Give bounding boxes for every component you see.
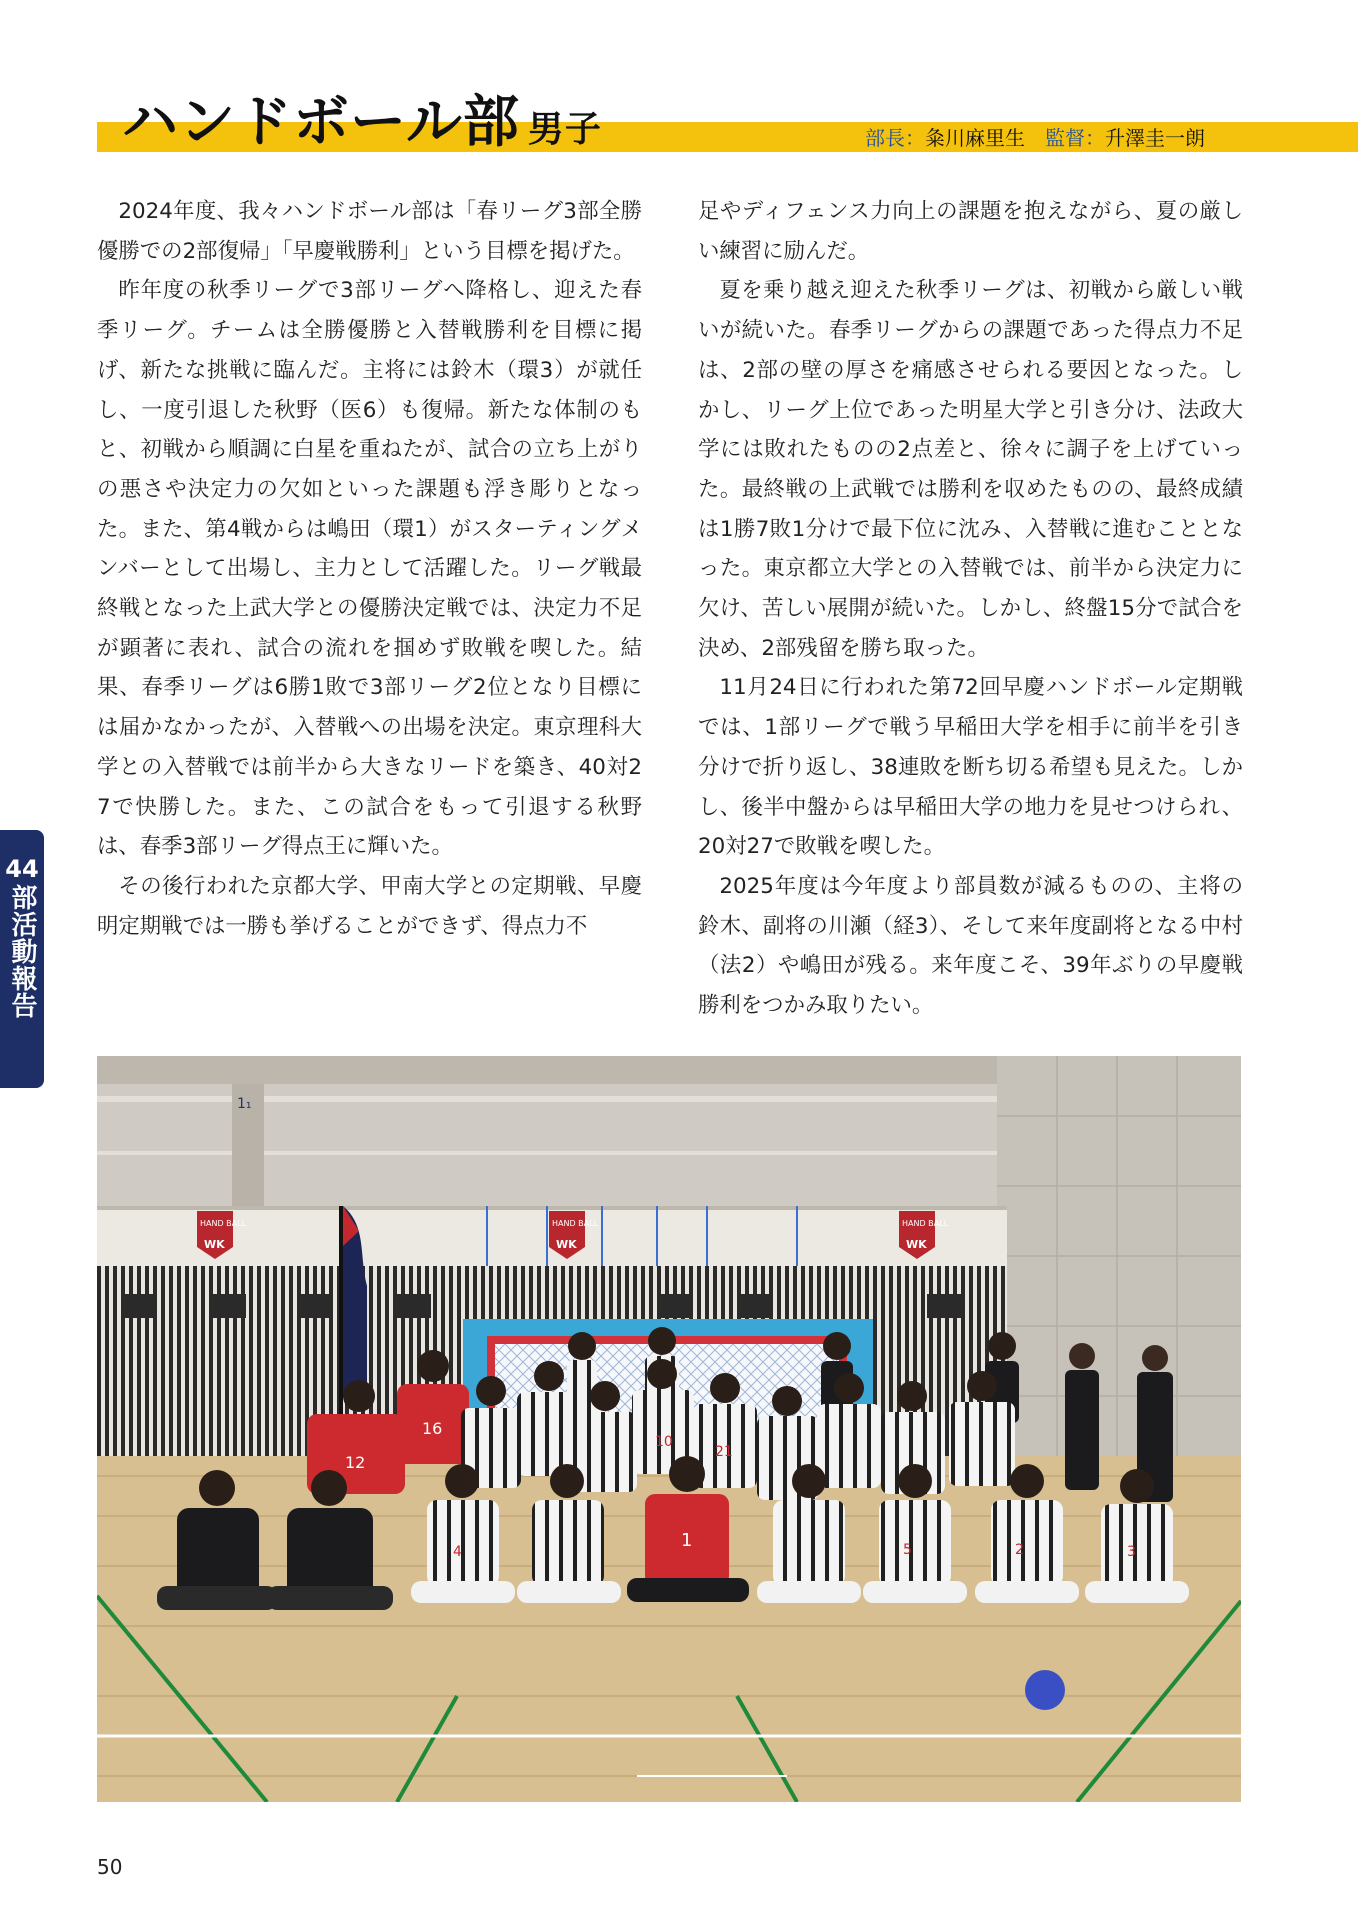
paragraph: 2024年度、我々ハンドボール部は「春リーグ3部全勝優勝での2部復帰」「早慶戦勝利」という目標を掲げた。 (97, 199, 642, 264)
staff-name-coach: 升澤圭一朗 (1105, 126, 1205, 150)
staff-line (865, 124, 1205, 152)
team-photo (97, 1056, 1241, 1802)
svg-text:WK: WK (906, 1238, 927, 1251)
staff-name-director: 粂川麻里生 (925, 126, 1025, 150)
svg-text:HAND BALL: HAND BALL (552, 1219, 599, 1228)
page-title (122, 88, 602, 165)
section-number: 44 (5, 855, 39, 883)
paragraph: その後行われた京都大学、甲南大学との定期戦、早慶明定期戦では一勝も挙げることができず、得点力不 (97, 873, 642, 939)
section-side-tab (0, 830, 44, 1088)
article-column-right (698, 192, 1243, 1026)
section-label: 部活動報告 (7, 884, 37, 1019)
staff-role-director: 部長： (865, 126, 925, 150)
svg-text:WK: WK (204, 1238, 225, 1251)
svg-text:16: 16 (422, 1419, 443, 1438)
paragraph: 昨年度の秋季リーグで3部リーグへ降格し、迎えた春季リーグ。チームは全勝優勝と入替戦勝利を目標に掲げ、新たな挑戦に臨んだ。主将には鈴木（環3）が就任し、一度引退した秋野（医6）も復帰。新たな体制のもと、初戦から順調に白星を重ねたが、試合の立ち上がりの悪さや決定力の欠如といった課題も浮き彫りとなった。また、第4戦からは嶋田（環1）がスターティングメンバーとして出場し、主力として活躍した。リーグ戦最終戦となった上武大学との優勝決定戦では、決定力不足が顕著に表れ、試合の流れを掴めず敗戦を喫した。結果、春季リーグは6勝1敗で3部リーグ2位となり目標には届かなかったが、入替戦への出場を決定。東京理科大学との入替戦では前半から大きなリードを築き、40対27で快勝した。また、この試合をもって引退する秋野は、春季3部リーグ得点王に輝いた。 (97, 278, 642, 860)
svg-text:HAND BALL: HAND BALL (902, 1219, 949, 1228)
handball-ball (1025, 1670, 1065, 1710)
team-photo-illustration (97, 1056, 1241, 1802)
club-name: ハンドボール部 (122, 90, 520, 155)
paragraph: 夏を乗り越え迎えた秋季リーグは、初戦から厳しい戦いが続いた。春季リーグからの課題であった得点力不足は、2部の壁の厚さを痛感させられる要因となった。しかし、リーグ上位であった明星大学と引き分け、法政大学には敗れたものの2点差と、徐々に調子を上げていった。最終戦の上武戦では勝利を収めたものの、最終成績は1勝7敗1分けで最下位に沈み、入替戦に進むこととなった。東京都立大学との入替戦では、前半から決定力に欠け、苦しい展開が続いた。しかし、終盤15分で試合を決め、2部残留を勝ち取った。 (698, 278, 1243, 661)
svg-text:21: 21 (715, 1444, 733, 1460)
svg-text:WK: WK (556, 1238, 577, 1251)
paragraph: 11月24日に行われた第72回早慶ハンドボール定期戦では、1部リーグで戦う早稲田大学を相手に前半を引き分けで折り返し、38連敗を断ち切る希望も見えた。しかし、後半中盤からは早稲田大学の地力を見せつけられ、20対27で敗戦を喫した。 (698, 675, 1243, 860)
svg-text:3: 3 (1127, 1544, 1136, 1560)
svg-text:4: 4 (453, 1544, 462, 1560)
club-division: 男子 (527, 109, 602, 150)
svg-text:HAND BALL: HAND BALL (200, 1219, 247, 1228)
svg-text:10: 10 (655, 1434, 673, 1450)
staff-role-coach: 監督： (1045, 126, 1105, 150)
svg-text:1: 1 (681, 1530, 693, 1551)
svg-text:12: 12 (345, 1453, 366, 1472)
svg-text:2: 2 (1015, 1542, 1024, 1558)
paragraph: 足やディフェンス力向上の課題を抱えながら、夏の厳しい練習に励んだ。 (698, 199, 1243, 264)
paragraph: 2025年度は今年度より部員数が減るものの、主将の鈴木、副将の川瀬（経3）、そして来年度副将となる中村（法2）や嶋田が残る。来年度こそ、39年ぶりの早慶戦勝利をつかみ取りたい。 (698, 873, 1243, 1019)
page-number: 50 (97, 1855, 123, 1879)
svg-text:5: 5 (903, 1542, 912, 1558)
article-column-left (97, 192, 642, 946)
pillar-sign: 1₁ (237, 1096, 252, 1112)
